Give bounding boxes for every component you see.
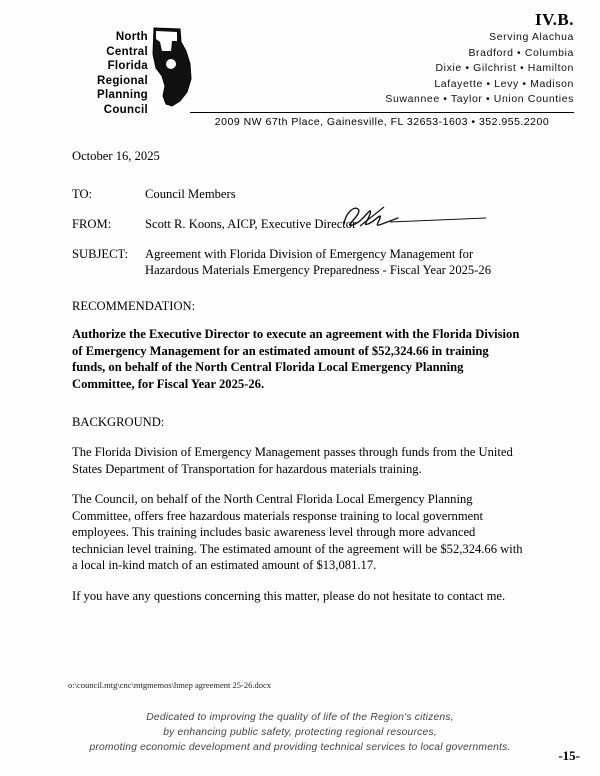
serving-line-1: Serving Alachua [489, 31, 574, 43]
serving-counties [244, 30, 574, 108]
closing-paragraph: If you have any questions concerning this matter, please do not hesitate to contact me. [72, 588, 506, 603]
memo-date: October 16, 2025 [72, 149, 160, 163]
page-number: -15- [558, 748, 580, 763]
background-paragraph-1: The Florida Division of Emergency Management passes through funds from the United States Department of Transportation for hazardous materials training. [72, 445, 513, 476]
footer-line-3: promoting economic development and providing technical services to local governments. [89, 742, 511, 753]
office-address: 2009 NW 67th Place, Gainesville, FL 32653-1603 • 352.955.2200 [214, 116, 550, 128]
logo-line-5: Planning [97, 89, 148, 101]
memo-from-value [145, 216, 524, 232]
memo-from-row [72, 216, 524, 232]
memo-subject-row [72, 246, 524, 278]
logo-line-3: Florida [107, 60, 148, 72]
logo-line-6: Council [103, 103, 148, 116]
memo-subject-line-2: Hazardous Materials Emergency Preparedness - Fiscal Year 2025-26 [145, 263, 491, 277]
page-footer [0, 710, 600, 755]
agenda-item-code: IV.B. [534, 10, 574, 29]
memo-to-row [72, 186, 524, 202]
background-heading: BACKGROUND: [72, 415, 165, 429]
serving-line-4: Lafayette • Levy • Madison [434, 77, 574, 90]
footer-line-1: Dedicated to improving the quality of life of the Region's citizens, [146, 712, 454, 723]
header-divider [190, 112, 574, 113]
logo-line-2: Central [106, 45, 148, 58]
background-paragraph-2: The Council, on behalf of the North Central Florida Local Emergency Planning Committee, offers free hazardous materials response training to local government employees. This training includes basic awareness level through more advanced technician level training. The estimated amount of the agreement will be $52,324.66 with a local in-kind match of an estimated amount of $13,081.17. [72, 492, 523, 572]
memo-subject-label: SUBJECT: [72, 247, 129, 261]
memo-subject-value [145, 246, 524, 278]
recommendation-text: Authorize the Executive Director to execute an agreement with the Florida Division of Emergency Management for an estimated amount of $52,324.66 in training funds, on behalf of the North Central Florida Local Emergency Planning Committee, for Fiscal Year 2025-26. [72, 327, 520, 391]
florida-state-map-icon [150, 24, 194, 110]
council-logo-text [62, 30, 148, 117]
serving-line-5: Suwannee • Taylor • Union Counties [385, 93, 574, 105]
serving-line-2: Bradford • Columbia [468, 46, 574, 59]
document-file-path: o:\council.mtg\cnc\mtgmemos\hmep agreement 25-26.docx [68, 680, 272, 690]
memo-to-value: Council Members [145, 187, 236, 201]
footer-line-2: by enhancing public safety, protecting regional resources, [163, 727, 437, 738]
memo-from-label: FROM: [72, 217, 112, 231]
memo-body [72, 148, 524, 618]
signature-icon [338, 204, 488, 228]
logo-line-4: Regional [97, 74, 148, 87]
council-logo [62, 24, 192, 120]
recommendation-heading: RECOMMENDATION: [72, 299, 196, 313]
memo-to-label: TO: [72, 187, 93, 201]
memo-from-text: Scott R. Koons, AICP, Executive Director [145, 217, 357, 231]
memo-subject-line-1: Agreement with Florida Division of Emergency Management for [145, 247, 474, 261]
logo-line-1: North [115, 31, 148, 43]
serving-line-3: Dixie • Gilchrist • Hamilton [435, 62, 574, 74]
